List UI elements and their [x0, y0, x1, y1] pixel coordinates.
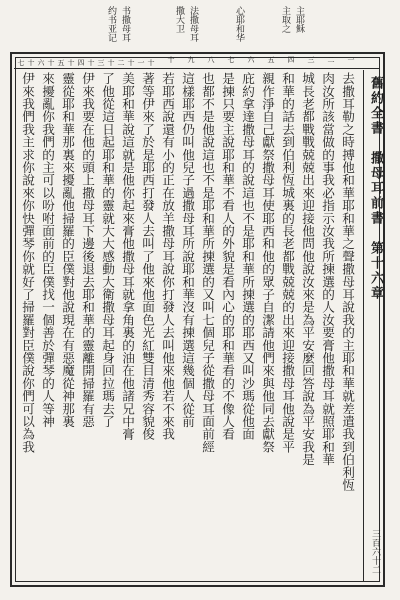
text-column: 了他從這日起耶和華的靈就大大感動大衛撒母耳起身回拉瑪去了 [100, 72, 115, 428]
column-number: 五 [267, 56, 275, 63]
annotation-6: 书撒母耳 [120, 6, 130, 42]
text-column: 親作淨自己獻祭撒母耳使耶西和他的眾子自潔請他們來與他同去獻祭 [260, 72, 275, 453]
column-number: 十二 [117, 58, 135, 66]
text-column: 是揀只要主說耶和華不看人的外貌是看內心的耶和華看的不像人看 [220, 72, 235, 441]
column-number: 十三 [97, 58, 115, 66]
column-number: 十七 [17, 58, 35, 66]
column-number: 四 [287, 56, 295, 63]
text-column: 這樣耶西仍叫他兒子過撒母耳所說耶和華沒有揀選這幾個人從前 [180, 72, 195, 428]
column-number: 三 [307, 56, 315, 63]
column-number: 七 [227, 56, 235, 63]
column-number: 九 [187, 56, 195, 63]
column-number: 十四 [77, 58, 95, 66]
column-number: 十五 [57, 58, 75, 66]
text-column: 庇約拿達撒母耳的說這也不是耶和華所揀選的耶西又叫沙瑪從他面 [240, 72, 255, 441]
annotation-5: 撒大卫 [174, 6, 184, 33]
annotation-2: 主取之 [280, 6, 290, 33]
annotation-7: 约书亚记 [106, 6, 116, 42]
text-column: 美耶和華說這就是他你起來膏他撒母耳就拿角裏的油在他諸兄中膏 [120, 72, 135, 441]
top-annotations [84, 6, 312, 50]
book-chapter-title: 舊約全書 撒母耳前書 第十六章 [368, 76, 383, 301]
text-column: 也都不是他說這也不是耶和華所揀選的又叫七個兒子從撒母耳面前經 [200, 72, 215, 453]
text-column: 伊來我們我主求你說來你快彈琴你就好了掃羅對臣僕說你們可以為我 [20, 72, 35, 453]
annotation-3: 心耶和华 [234, 6, 244, 42]
margin-header [363, 70, 386, 582]
column-number: 一 [347, 56, 355, 63]
text-column: 伊來我要在他的頭上撒母耳下邊後退去耶和華的靈離開掃羅有惡 [80, 72, 95, 428]
column-number: 十 [167, 56, 175, 63]
column-number: 二 [327, 56, 335, 63]
text-column: 若耶西說還有小的正在放羊撒母耳說你打發人去叫他來他若不來我 [160, 72, 175, 441]
column-number: 六 [247, 56, 255, 63]
text-column: 和華的話去到伯利恆城裏的長老都戰兢兢的出來迎接撒母耳他說是平 [280, 72, 295, 453]
annotation-1: 主耶稣 [294, 6, 304, 33]
column-number-row [14, 56, 380, 69]
column-number: 十一 [137, 58, 155, 66]
text-column: 城長老都戰戰兢兢出來迎接他問他說汝來是為平安麼回答說為平安我是 [300, 72, 315, 466]
text-column: 肉汝所該當做的事我必指示汝我所揀選的人汝要膏他撒母耳就照耶和華 [320, 72, 335, 466]
text-column: 靈從耶和華那裏來擾亂他掃羅的臣僕對他說現在有惡魔從神那裏 [60, 72, 75, 428]
text-column: 去撒耳勒之時搏他和華耶和華之聲撒母耳說我的主耶和華就差遣我到伯利恆 [340, 72, 355, 492]
column-number: 十六 [37, 58, 55, 66]
column-number: 八 [207, 56, 215, 63]
text-columns [16, 70, 358, 582]
text-column: 來擾亂你我們的主可以吩咐面前的臣僕找一個善於彈琴的人等神 [40, 72, 55, 428]
page-number: 三百六十二 [370, 529, 380, 574]
text-column: 著等伊來了於是耶西打發人去叫了他來他面色光紅雙目清秀容貌俊 [140, 72, 155, 441]
annotation-4: 法撒母耳 [188, 6, 198, 42]
